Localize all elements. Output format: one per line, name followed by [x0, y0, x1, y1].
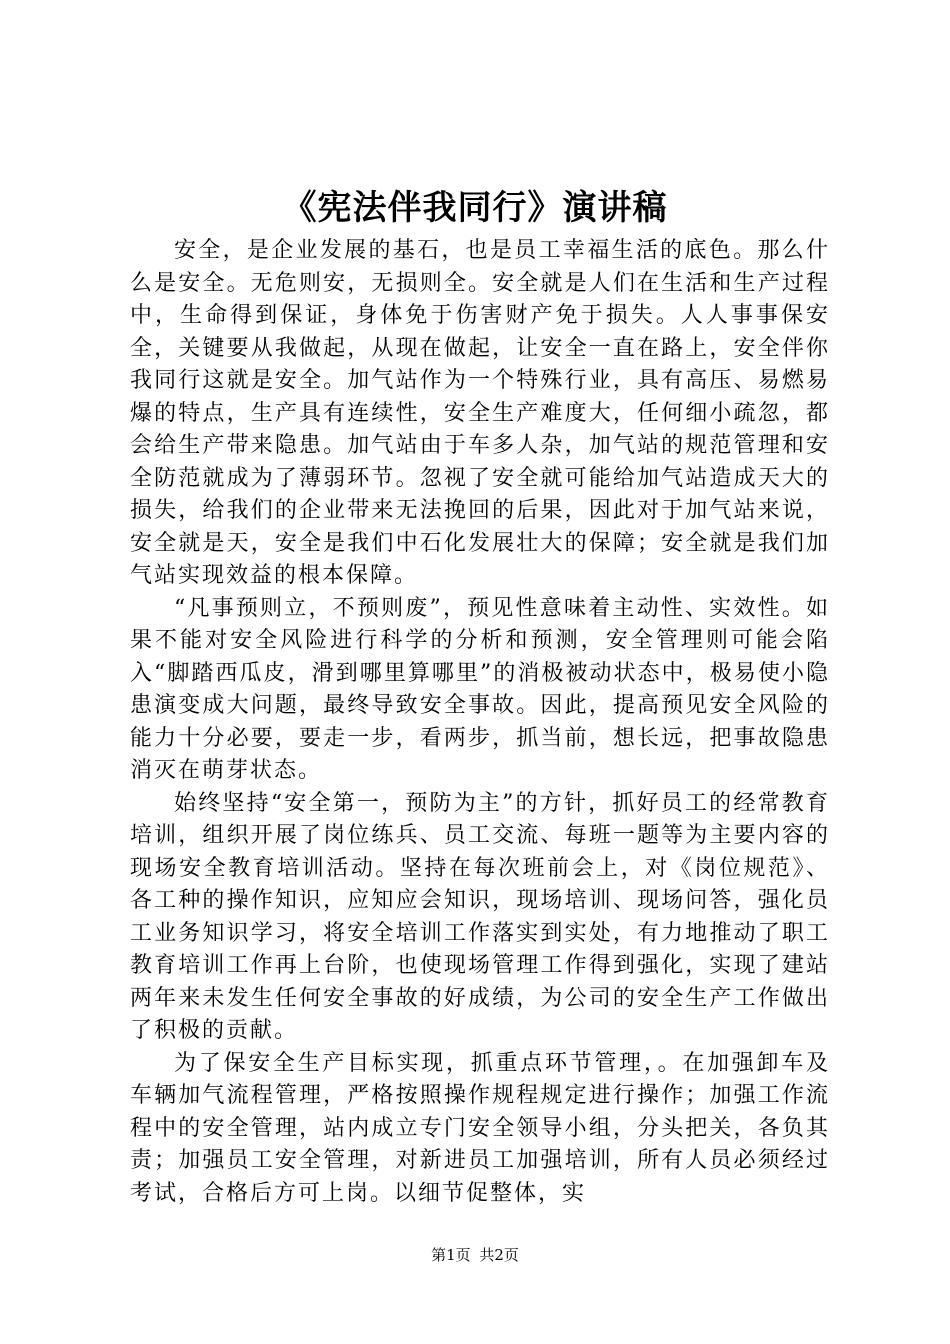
- paragraph: 始终坚持“安全第一，预防为主”的方针，抓好员工的经常教育培训，组织开展了岗位练兵、员工交流、每班一题等为主要内容的现场安全教育培训活动。坚持在每次班前会上，对《岗位规范》、各工种的操作知识，应知应会知识，现场培训、现场问答，强化员工业务知识学习，将安全培训工作落实到实处，有力地推动了职工教育培训工作再上台阶，也使现场管理工作得到强化，实现了建站两年来未发生任何安全事故的好成绩，为公司的安全生产工作做出了积极的贡献。: [130, 790, 830, 1043]
- page-number: 第1页: [431, 1246, 471, 1264]
- paragraph: 安全，是企业发展的基石，也是员工幸福生活的底色。那么什么是安全。无危则安，无损则全。安全就是人们在生活和生产过程中，生命得到保证，身体免于伤害财产免于损失。人人事事保安全，关键要从我做起，从现在做起，让安全一直在路上，安全伴你我同行这就是安全。加气站作为一个特殊行业，具有高压、易燃易爆的特点，生产具有连续性，安全生产难度大，任何细小疏忽，都会给生产带来隐患。加气站由于车多人杂，加气站的规范管理和安全防范就成为了薄弱环节。忽视了安全就可能给加气站造成天大的损失，给我们的企业带来无法挽回的后果，因此对于加气站来说，安全就是天，安全是我们中石化发展壮大的保障；安全就是我们加气站实现效益的根本保障。: [130, 238, 830, 588]
- document-title: 《宪法伴我同行》演讲稿: [282, 188, 668, 228]
- paragraph: “凡事预则立，不预则废”，预见性意味着主动性、实效性。如果不能对安全风险进行科学的分析和预测，安全管理则可能会陷入“脚踏西瓜皮，滑到哪里算哪里”的消极被动状态中，极易使小隐患演变成大问题，最终导致安全事故。因此，提高预见安全风险的能力十分必要，要走一步，看两步，抓当前，想长远，把事故隐患消灭在萌芽状态。: [130, 595, 830, 783]
- page-total: 共2页: [479, 1246, 519, 1264]
- page-footer: [0, 1244, 950, 1266]
- document-body: [130, 235, 830, 1210]
- paragraph: 为了保安全生产目标实现，抓重点环节管理，。在加强卸车及车辆加气流程管理，严格按照操作规程规定进行操作；加强工作流程中的安全管理，站内成立专门安全领导小组，分头把关，各负其责；加强员工安全管理，对新进员工加强培训，所有人员必须经过考试，合格后方可上岗。以细节促整体，实: [130, 1050, 830, 1206]
